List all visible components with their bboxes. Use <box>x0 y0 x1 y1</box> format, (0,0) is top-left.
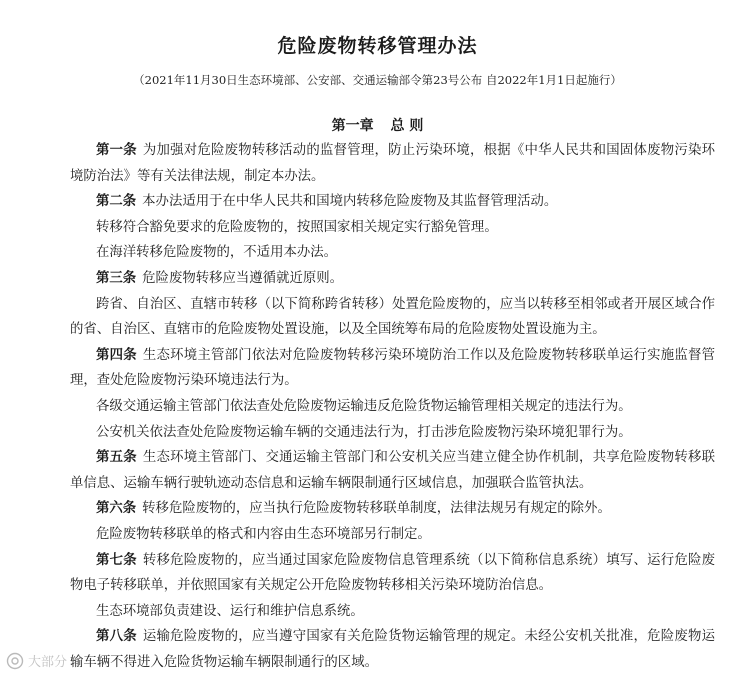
paragraph <box>70 394 715 420</box>
paragraph <box>70 240 715 266</box>
watermark <box>6 651 67 670</box>
watermark-text: 大部分 <box>28 655 68 670</box>
article-number: 第八条 <box>96 628 137 645</box>
document-body <box>70 138 715 675</box>
paragraph <box>70 343 715 394</box>
paragraph-text: 本办法适用于在中华人民共和国境内转移危险废物及其监督管理活动。 <box>142 194 558 210</box>
paragraph-text: 生态环境主管部门依法对危险废物转移污染环境防治工作以及危险废物转移联单运行实施监督管理，查处危险废物污染环境违法行为。 <box>70 347 716 389</box>
article-number: 第七条 <box>96 551 137 568</box>
article-number: 第二条 <box>96 193 137 210</box>
paragraph <box>70 624 715 675</box>
paragraph <box>70 445 715 496</box>
paragraph-text: 各级交通运输主管部门依法查处危险废物运输违反危险货物运输管理相关规定的违法行为。 <box>96 398 632 414</box>
paragraph <box>70 292 715 343</box>
paragraph-text: 为加强对危险废物转移活动的监督管理，防止污染环境，根据《中华人民共和国固体废物污染环境防治法》等有关法律法规，制定本办法。 <box>70 143 716 184</box>
document-subtitle: （2021年11月30日生态环境部、公安部、交通运输部令第23号公布 自2022年1月1日起施行） <box>133 73 622 87</box>
paragraph <box>70 266 715 292</box>
chapter-name: 总 则 <box>390 118 424 134</box>
paragraph <box>70 420 715 446</box>
paragraph-text: 运输危险废物的，应当遵守国家有关危险货物运输管理的规定。未经公安机关批准，危险废物运输车辆不得进入危险货物运输车辆限制通行的区域。 <box>70 629 716 670</box>
paragraph-text: 转移危险废物的，应当执行危险废物转移联单制度，法律法规另有规定的除外。 <box>142 501 611 517</box>
paragraph-text: 生态环境主管部门、交通运输主管部门和公安机关应当建立健全协作机制，共享危险废物转移联单信息、运输车辆行驶轨迹动态信息和运输车辆限制通行区域信息，加强联合监管执法。 <box>70 450 716 491</box>
paragraph-text: 危险废物转移联单的格式和内容由生态环境部另行制定。 <box>96 526 431 542</box>
camera-logo-icon <box>6 652 24 670</box>
document-title: 危险废物转移管理办法 <box>277 35 478 57</box>
paragraph <box>70 215 715 241</box>
paragraph <box>70 522 715 548</box>
article-number: 第六条 <box>96 500 137 517</box>
paragraph-text: 转移危险废物的，应当通过国家危险废物信息管理系统（以下简称信息系统）填写、运行危险废物电子转移联单，并依照国家有关规定公开危险废物转移相关污染环境防治信息。 <box>70 552 716 594</box>
paragraph-text: 转移符合豁免要求的危险废物的，按照国家相关规定实行豁免管理。 <box>96 219 498 235</box>
paragraph-text: 跨省、自治区、直辖市转移（以下简称跨省转移）处置危险废物的，应当以转移至相邻或者开展区域合作的省、自治区、直辖市的危险废物处置设施，以及全国统筹布局的危险废物处置设施为主。 <box>70 296 715 338</box>
paragraph-text: 在海洋转移危险废物的，不适用本办法。 <box>96 245 338 261</box>
paragraph <box>70 189 715 215</box>
article-number: 第四条 <box>96 346 137 363</box>
paragraph-text: 危险废物转移应当遵循就近原则。 <box>142 270 344 286</box>
chapter-heading <box>0 115 755 135</box>
paragraph <box>70 138 715 189</box>
paragraph <box>70 599 715 625</box>
article-number: 第五条 <box>96 449 137 466</box>
paragraph <box>70 496 715 522</box>
paragraph-text: 公安机关依法查处危险废物运输车辆的交通违法行为，打击涉危险废物污染环境犯罪行为。 <box>96 424 632 440</box>
article-number: 第三条 <box>96 269 137 286</box>
paragraph <box>70 548 715 599</box>
paragraph-text: 生态环境部负责建设、运行和维护信息系统。 <box>96 603 364 619</box>
chapter-number: 第一章 <box>331 118 374 134</box>
article-number: 第一条 <box>96 142 137 158</box>
